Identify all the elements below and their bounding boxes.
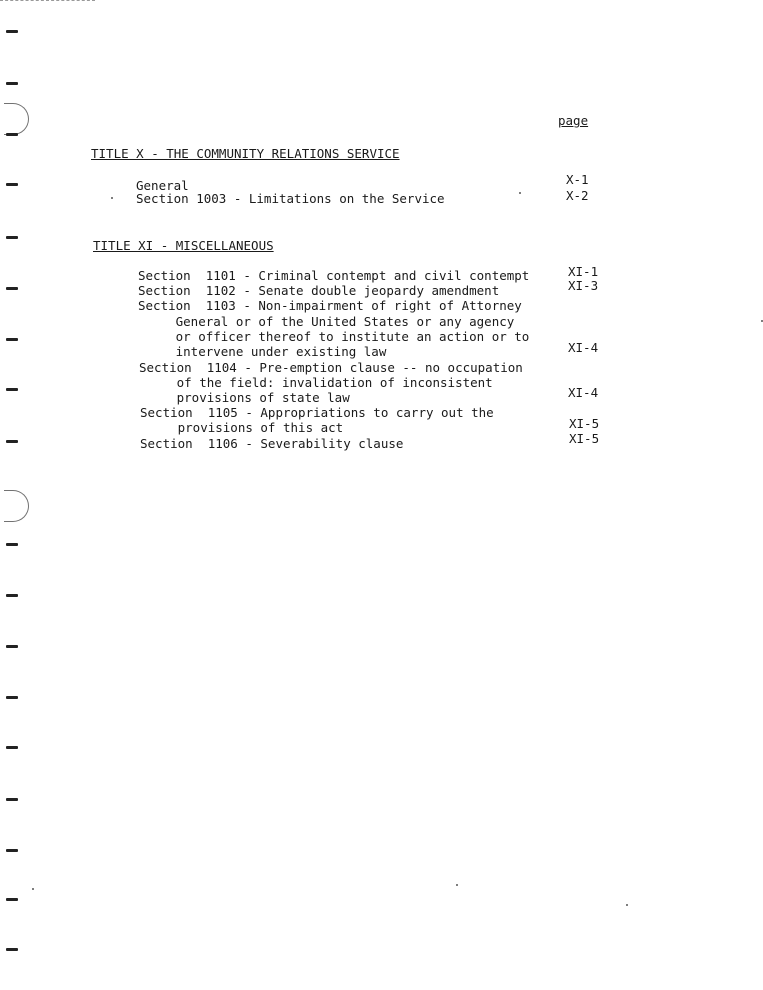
punch-hole <box>4 490 29 522</box>
title-xi-heading: TITLE XI - MISCELLANEOUS <box>93 238 274 253</box>
toc-entry-text: Section 1101 - Criminal contempt and civil contempt <box>138 268 530 283</box>
toc-entry-ref: XI-3 <box>568 278 599 293</box>
toc-entry-ref: X-2 <box>566 188 589 203</box>
margin-mark <box>6 948 18 951</box>
toc-entry-ref: XI-4 <box>568 385 599 400</box>
top-edge-dots <box>0 0 95 3</box>
margin-mark <box>6 183 18 186</box>
scan-speck <box>456 884 458 886</box>
scan-speck <box>111 197 113 199</box>
margin-mark <box>6 696 18 699</box>
scan-speck <box>32 888 34 890</box>
margin-mark <box>6 236 18 239</box>
toc-entry-text: intervene under existing law <box>138 344 387 359</box>
toc-entry-text: General or of the United States or any agency <box>138 314 515 329</box>
margin-mark <box>6 30 18 33</box>
toc-entry-text: Section 1105 - Appropriations to carry out the <box>140 405 494 420</box>
margin-mark <box>6 440 18 443</box>
toc-entry-ref: XI-1 <box>568 264 599 279</box>
toc-entry-ref: XI-5 <box>569 431 600 446</box>
margin-mark <box>6 287 18 290</box>
margin-mark <box>6 388 18 391</box>
margin-mark <box>6 798 18 801</box>
toc-entry-text: Section 1102 - Senate double jeopardy amendment <box>138 283 500 298</box>
page-column-label: page <box>558 113 589 128</box>
toc-entry-text: Section 1003 - Limitations on the Service <box>136 191 445 206</box>
toc-entry-ref: XI-4 <box>568 340 599 355</box>
margin-mark <box>6 338 18 341</box>
toc-entry-text: Section 1103 - Non-impairment of right of Attorney <box>138 298 522 313</box>
margin-mark <box>6 133 18 136</box>
toc-entry-text: of the field: invalidation of inconsistent <box>139 375 493 390</box>
toc-entry-text: Section 1104 - Pre-emption clause -- no occupation <box>139 360 523 375</box>
margin-mark <box>6 898 18 901</box>
margin-mark <box>6 746 18 749</box>
scan-speck <box>626 904 628 906</box>
toc-entry-text: provisions of state law <box>139 390 350 405</box>
toc-entry-ref: XI-5 <box>569 416 600 431</box>
title-x-heading: TITLE X - THE COMMUNITY RELATIONS SERVICE <box>91 146 400 161</box>
margin-mark <box>6 849 18 852</box>
toc-entry-text: Section 1106 - Severability clause <box>140 436 404 451</box>
toc-entry-text: provisions of this act <box>140 420 344 435</box>
scan-speck <box>519 192 521 194</box>
margin-mark <box>6 543 18 546</box>
margin-mark <box>6 82 18 85</box>
margin-mark <box>6 594 18 597</box>
toc-entry-text: or officer thereof to institute an action or to <box>138 329 530 344</box>
toc-entry-text: General <box>136 178 189 193</box>
punch-hole <box>4 103 29 135</box>
toc-entry-ref: X-1 <box>566 172 589 187</box>
margin-mark <box>6 645 18 648</box>
